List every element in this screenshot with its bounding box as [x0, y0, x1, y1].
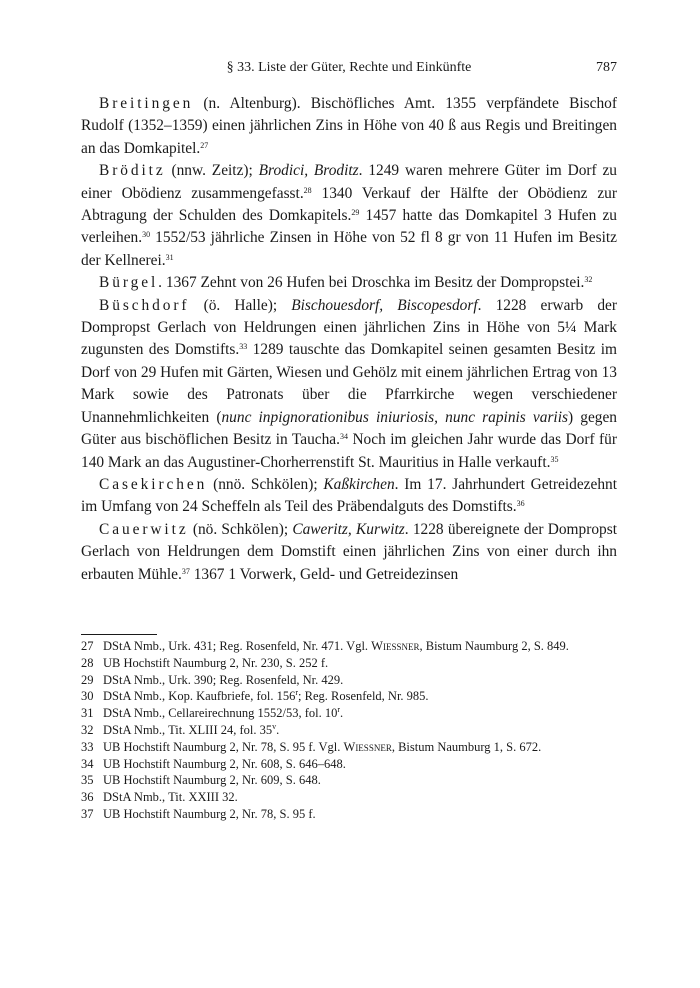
footnote-number: 32: [81, 722, 94, 737]
footnote-ref: 36: [516, 499, 525, 509]
footnote: [81, 688, 617, 705]
footnote-ref: 27: [200, 140, 209, 150]
footnote-text: DStA Nmb., Urk. 431; Reg. Rosenfeld, Nr. 471. Vgl. Wiessner, Bistum Naumburg 2, S. 849.: [103, 639, 569, 653]
footnote-number: 33: [81, 739, 94, 754]
footnote-separator: [81, 634, 157, 635]
footnote-number: 30: [81, 689, 94, 704]
entry-cauerwitz: Cauerwitz (nö. Schkölen); Caweritz, Kurwitz. 1228 übereignete der Dompropst Gerlach von Heldrungen dem Domstift einen jährlichen Zins von einer durch ihn erbauten Mühle.$^{37}$ 1367 1 Vorwerk, Geld- und Getreidezinsen: [81, 520, 617, 583]
footnote-text: DStA Nmb., Cellareirechnung 1552/53, fol. 10$^r$.: [103, 705, 344, 721]
footnote-text: DStA Nmb., Kop. Kaufbriefe, fol. 156$^r$; Reg. Rosenfeld, Nr. 985.: [103, 688, 429, 704]
running-title: § 33. Liste der Güter, Rechte und Einkünfte: [226, 60, 472, 75]
footnote: [81, 756, 617, 773]
footnote-text: DStA Nmb., Tit. XXIII 32.: [103, 790, 238, 805]
entry-casekirchen: Casekirchen (nnö. Schkölen); Kaßkirchen. Im 17. Jahrhundert Getreidezehnt im Umfang von 24 Scheffeln als Teil des Präbendalguts des Domstifts.$^{36}$: [81, 475, 617, 516]
footnote: [81, 739, 617, 756]
footnote: [81, 772, 617, 789]
entry-broeditz: Bröditz (nnw. Zeitz); Brodici, Broditz. 1249 waren mehrere Güter im Dorf zu einer Obödienz zusammengefasst.$^{28}$ 1340 Verkauf der Hälfte der Obödienz zur Abtragung der Schulden des Domkapitels.$^{29}$ 1457 hatte das Domkapitel 3 Hufen zu verleihen.$^{30}$ 1552/53 jährliche Zinsen in Höhe von 52 fl 8 gr von 11 Hufen im Besitz der Kellnerei.$^{31}$: [81, 162, 617, 269]
footnote: [81, 705, 617, 722]
entry-bueschdorf: Büschdorf (ö. Halle); Bischouesdorf, Biscopesdorf. 1228 erwarb der Dompropst Gerlach von Heldrungen einen jährlichen Zins in Höhe von 5¼ Mark zugunsten des Domstifts.$^{33}$ 1289 tauschte das Domkapitel seinen gesamten Besitz im Dorf von 29 Hufen mit Gärten, Wiesen und Gehölz mit einem jährlichen Ertrag von 13 Mark sowie des Patronats über die Pfarrkirche wegen verschiedener Unannehmlichkeiten (nunc inpignorationibus iniuriosis, nunc rapinis variis) gegen Güter aus bischöflichen Besitz in Taucha.$^{34}$ Noch im gleichen Jahr wurde das Dorf für 140 Mark an das Augustiner-Chorherrenstift St. Mauritius in Halle verkauft.$^{35}$: [81, 296, 617, 471]
footnote-ref: 29: [351, 208, 360, 218]
footnote: [81, 672, 617, 689]
footnote-ref: 28: [303, 185, 312, 195]
place-name: Cauerwitz: [99, 520, 189, 538]
footnote-ref: 33: [239, 342, 248, 352]
body-text: [81, 93, 617, 586]
footnote: [81, 655, 617, 672]
footnote-ref: 31: [165, 252, 174, 262]
footnote-text: UB Hochstift Naumburg 2, Nr. 78, S. 95 f. Vgl. Wiessner, Bistum Naumburg 1, S. 672.: [103, 739, 542, 754]
place-name: Büschdorf: [99, 296, 190, 314]
entry-breitingen: Breitingen (n. Altenburg). Bischöfliches Amt. 1355 verpfändete Bischof Rudolf (1352–1359) einen jährlichen Zins in Höhe von 40 ß aus Regis und Breitingen an das Domkapitel.$^{27}$: [81, 95, 617, 157]
footnote: [81, 638, 617, 655]
footnote: [81, 806, 617, 823]
footnote-number: 27: [81, 639, 94, 653]
footnote-number: 28: [81, 655, 94, 670]
footnote-text: UB Hochstift Naumburg 2, Nr. 230, S. 252 f.: [103, 655, 329, 670]
footnote-text: UB Hochstift Naumburg 2, Nr. 608, S. 646–648.: [103, 756, 346, 771]
footnote-number: 34: [81, 756, 94, 771]
footnote-ref: 30: [142, 230, 151, 240]
footnote-number: 31: [81, 706, 94, 721]
footnote: [81, 789, 617, 806]
footnote-ref: 34: [339, 432, 348, 442]
footnote-text: UB Hochstift Naumburg 2, Nr. 78, S. 95 f.: [103, 806, 316, 821]
footnote-text: DStA Nmb., Urk. 390; Reg. Rosenfeld, Nr. 429.: [103, 672, 344, 687]
page-number: 787: [596, 60, 617, 75]
footnote-ref: 32: [584, 275, 593, 285]
entry-buergel: Bürgel. 1367 Zehnt von 26 Hufen bei Droschka im Besitz der Dompropstei.$^{32}$: [99, 274, 593, 292]
place-name: Bürgel: [99, 274, 159, 292]
footnote-number: 37: [81, 806, 94, 821]
place-name: Casekirchen: [99, 475, 208, 493]
running-header: [81, 60, 617, 82]
footnote: [81, 722, 617, 739]
footnotes: [81, 638, 617, 823]
footnote-number: 36: [81, 790, 94, 805]
footnote-ref: 35: [550, 454, 559, 464]
place-name: Bröditz: [99, 162, 166, 180]
footnote-number: 29: [81, 672, 94, 687]
footnote-text: DStA Nmb., Tit. XLIII 24, fol. 35$^v$.: [103, 721, 280, 737]
footnote-number: 35: [81, 773, 94, 788]
footnote-text: UB Hochstift Naumburg 2, Nr. 609, S. 648.: [103, 773, 321, 788]
place-name: Breitingen: [99, 95, 194, 112]
footnote-ref: 37: [181, 566, 190, 576]
